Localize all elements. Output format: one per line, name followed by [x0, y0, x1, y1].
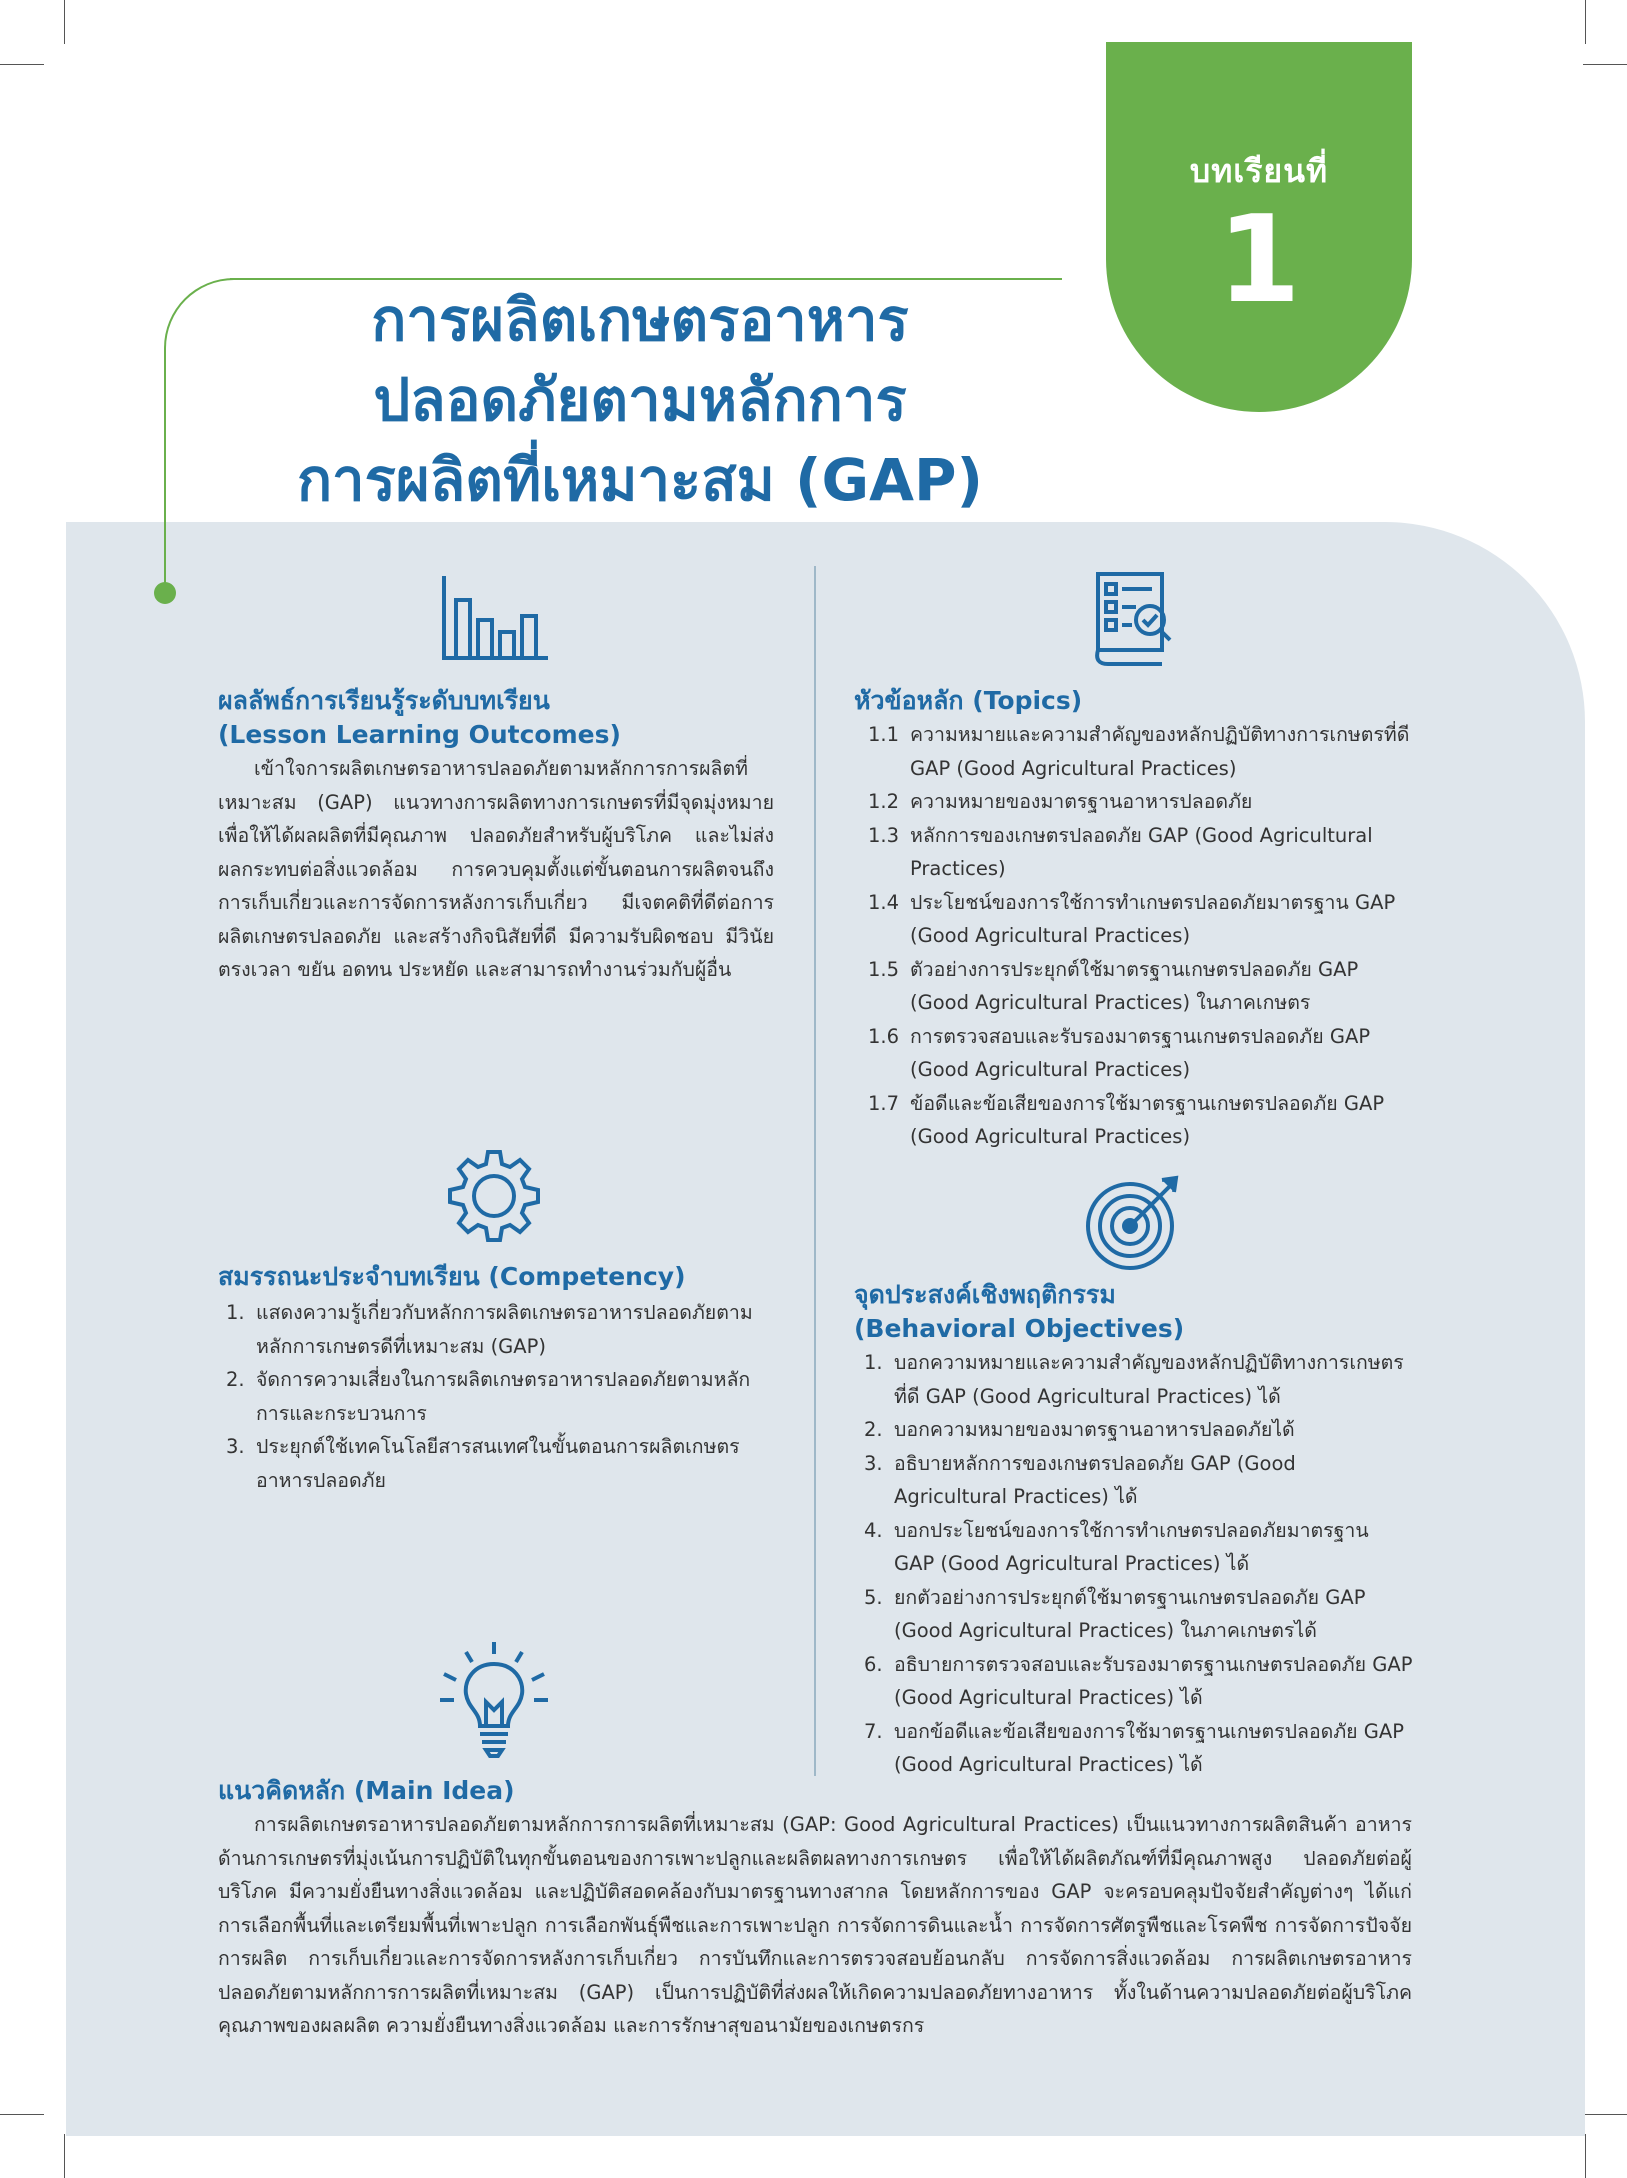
title-line: การผลิตเกษตรอาหาร	[371, 286, 909, 354]
topics-item	[868, 1020, 1414, 1087]
objectives-item-number: 7.	[864, 1719, 883, 1743]
checklist-book-icon	[1090, 568, 1176, 668]
outcomes-heading	[218, 684, 798, 752]
crop-mark	[1583, 2114, 1627, 2115]
objectives-item	[864, 1514, 1414, 1581]
objectives-item	[864, 1715, 1414, 1782]
topics-item-text: ตัวอย่างการประยุกต์ใช้มาตรฐานเกษตรปลอดภัย GAP (Good Agricultural Practices) ในภาคเกษตร	[910, 957, 1359, 1014]
page-title	[210, 280, 1070, 520]
topics-item-number: 1.3	[868, 823, 900, 847]
competency-item-text: แสดงความรู้เกี่ยวกับหลักการผลิตเกษตรอาหารปลอดภัยตามหลักการเกษตรดีที่เหมาะสม (GAP)	[256, 1301, 753, 1358]
chapter-tab	[1106, 42, 1412, 412]
topics-item	[868, 785, 1414, 819]
objectives-item-number: 5.	[864, 1585, 883, 1609]
gear-icon	[444, 1146, 544, 1246]
objectives-item-text: บอกประโยชน์ของการใช้การทำเกษตรปลอดภัยมาตรฐาน GAP (Good Agricultural Practices) ได้	[894, 1518, 1369, 1575]
main-idea-body	[218, 1808, 1412, 2043]
topics-item-text: ประโยชน์ของการใช้การทำเกษตรปลอดภัยมาตรฐาน GAP (Good Agricultural Practices)	[910, 890, 1396, 947]
objectives-heading-en: (Behavioral Objectives)	[854, 1314, 1185, 1343]
topics-list	[868, 718, 1414, 1154]
objectives-item-number: 4.	[864, 1518, 883, 1542]
topics-item	[868, 819, 1414, 886]
topics-item-number: 1.5	[868, 957, 900, 981]
objectives-item-number: 1.	[864, 1351, 883, 1374]
objectives-item-text: บอกข้อดีและข้อเสียของการใช้มาตรฐานเกษตรปลอดภัย GAP (Good Agricultural Practices) ได้	[894, 1719, 1405, 1776]
topics-item	[868, 953, 1414, 1020]
objectives-item-text: บอกความหมายและความสำคัญของหลักปฏิบัติทางการเกษตรที่ดี GAP (Good Agricultural Practices) ได้	[894, 1351, 1404, 1408]
objectives-item-text: อธิบายการตรวจสอบและรับรองมาตรฐานเกษตรปลอดภัย GAP (Good Agricultural Practices) ได้	[894, 1652, 1413, 1709]
competency-item-number: 3.	[226, 1435, 245, 1458]
crop-mark	[1585, 0, 1586, 44]
main-idea-heading: แนวคิดหลัก (Main Idea)	[218, 1776, 515, 1805]
topics-item-text: ความหมายและความสำคัญของหลักปฏิบัติทางการเกษตรที่ดี GAP (Good Agricultural Practices)	[910, 723, 1410, 780]
lightbulb-icon	[436, 1640, 552, 1760]
competency-heading: สมรรถนะประจำบทเรียน (Competency)	[218, 1262, 686, 1291]
competency-item	[226, 1363, 774, 1430]
title-line: การผลิตที่เหมาะสม (GAP)	[296, 446, 984, 514]
objectives-item-text: ยกตัวอย่างการประยุกต์ใช้มาตรฐานเกษตรปลอดภัย GAP (Good Agricultural Practices) ในภาคเกษตรได้	[894, 1585, 1366, 1642]
topics-item-text: ข้อดีและข้อเสียของการใช้มาตรฐานเกษตรปลอดภัย GAP (Good Agricultural Practices)	[910, 1091, 1385, 1148]
chapter-label: บทเรียนที่	[1189, 152, 1329, 190]
topics-item-number: 1.7	[868, 1091, 900, 1115]
objectives-item	[864, 1413, 1414, 1447]
outcomes-heading-th: ผลลัพธ์การเรียนรู้ระดับบทเรียน	[218, 686, 550, 715]
objectives-item-text: บอกความหมายของมาตรฐานอาหารปลอดภัยได้	[894, 1418, 1295, 1441]
target-icon	[1084, 1172, 1184, 1272]
objectives-heading-th: จุดประสงค์เชิงพฤติกรรม	[854, 1280, 1116, 1309]
objectives-item-number: 2.	[864, 1418, 883, 1441]
competency-list	[226, 1296, 774, 1497]
crop-mark	[64, 0, 65, 44]
bar-chart-icon	[438, 572, 554, 668]
main-idea-paragraph: การผลิตเกษตรอาหารปลอดภัยตามหลักการการผลิตที่เหมาะสม (GAP: Good Agricultural Practices) เป็นแนวทางการผลิตสินค้า อาหารด้านการเกษตรที่มุ่งเน้นการปฏิบัติในทุกขั้นตอนของการเพาะปลูกและผลิตผลทางการเกษตร เพื่อให้ได้ผลิตภัณฑ์ที่มีคุณภาพสูง ปลอดภัยต่อผู้บริโภค มีความยั่งยืนทางสิ่งแวดล้อม และปฏิบัติสอดคล้องกับมาตรฐานทางสากล โดยหลักการของ GAP จะครอบคลุมปัจจัยสำคัญต่างๆ ได้แก่ การเลือกพื้นที่และเตรียมพื้นที่เพาะปลูก การเลือกพันธุ์พืชและการเพาะปลูก การจัดการดินและน้ำ การจัดการศัตรูพืชและโรคพืช การจัดการปัจจัยการผลิต การเก็บเกี่ยวและการจัดการหลังการเก็บเกี่ยว การบันทึกและการตรวจสอบย้อนกลับ การจัดการสิ่งแวดล้อม การผลิตเกษตรอาหารปลอดภัยตามหลักการการผลิตที่เหมาะสม (GAP) เป็นการปฏิบัติที่ส่งผลให้เกิดความปลอดภัยทางอาหาร ทั้งในด้านความปลอดภัยต่อผู้บริโภค คุณภาพของผลผลิต ความยั่งยืนทางสิ่งแวดล้อม และการรักษาสุขอนามัยของเกษตรกร	[218, 1813, 1412, 2037]
topics-item-text: ความหมายของมาตรฐานอาหารปลอดภัย	[910, 790, 1253, 813]
competency-item	[226, 1296, 774, 1363]
objectives-list	[864, 1346, 1414, 1782]
objectives-item	[864, 1648, 1414, 1715]
competency-item-number: 1.	[226, 1301, 245, 1324]
competency-item	[226, 1430, 774, 1497]
objectives-item	[864, 1447, 1414, 1514]
topics-item-number: 1.1	[868, 723, 900, 746]
topics-item	[868, 1087, 1414, 1154]
objectives-item-number: 6.	[864, 1652, 883, 1676]
crop-mark	[0, 2114, 44, 2115]
competency-item-text: ประยุกต์ใช้เทคโนโลยีสารสนเทศในขั้นตอนการผลิตเกษตรอาหารปลอดภัย	[256, 1435, 740, 1492]
topics-item-number: 1.6	[868, 1024, 900, 1048]
column-divider	[814, 566, 816, 1776]
crop-mark	[1585, 2134, 1586, 2178]
competency-item-text: จัดการความเสี่ยงในการผลิตเกษตรอาหารปลอดภัยตามหลักการและกระบวนการ	[256, 1368, 751, 1425]
topics-item-number: 1.4	[868, 890, 900, 914]
topics-item	[868, 886, 1414, 953]
chapter-number: 1	[1217, 191, 1301, 330]
topics-item-number: 1.2	[868, 790, 900, 813]
title-line: ปลอดภัยตามหลักการ	[373, 366, 907, 434]
objectives-item-number: 3.	[864, 1451, 883, 1475]
topics-item-text: หลักการของเกษตรปลอดภัย GAP (Good Agricultural Practices)	[910, 823, 1373, 880]
competency-item-number: 2.	[226, 1368, 245, 1391]
objectives-item	[864, 1346, 1414, 1413]
crop-mark	[64, 2134, 65, 2178]
topics-item-text: การตรวจสอบและรับรองมาตรฐานเกษตรปลอดภัย GAP (Good Agricultural Practices)	[910, 1024, 1371, 1081]
objectives-heading	[854, 1278, 1414, 1346]
crop-mark	[1583, 64, 1627, 65]
topics-item	[868, 718, 1414, 785]
objectives-item	[864, 1581, 1414, 1648]
title-rule-dot	[154, 582, 176, 604]
outcomes-body	[218, 752, 774, 987]
crop-mark	[0, 64, 44, 65]
outcomes-paragraph: เข้าใจการผลิตเกษตรอาหารปลอดภัยตามหลักการการผลิตที่เหมาะสม (GAP) แนวทางการผลิตทางการเกษตรที่มีจุดมุ่งหมายเพื่อให้ได้ผลผลิตที่มีคุณภาพ ปลอดภัยสำหรับผู้บริโภค และไม่ส่งผลกระทบต่อสิ่งแวดล้อม การควบคุมตั้งแต่ขั้นตอนการผลิตจนถึงการเก็บเกี่ยวและการจัดการหลังการเก็บเกี่ยว มีเจตคติที่ดีต่อการผลิตเกษตรปลอดภัย และสร้างกิจนิสัยที่ดี มีความรับผิดชอบ มีวินัย ตรงเวลา ขยัน อดทน ประหยัด และสามารถทำงานร่วมกับผู้อื่น	[218, 757, 774, 981]
outcomes-heading-en: (Lesson Learning Outcomes)	[218, 720, 621, 749]
objectives-item-text: อธิบายหลักการของเกษตรปลอดภัย GAP (Good Agricultural Practices) ได้	[894, 1451, 1296, 1508]
topics-heading: หัวข้อหลัก (Topics)	[854, 686, 1083, 715]
